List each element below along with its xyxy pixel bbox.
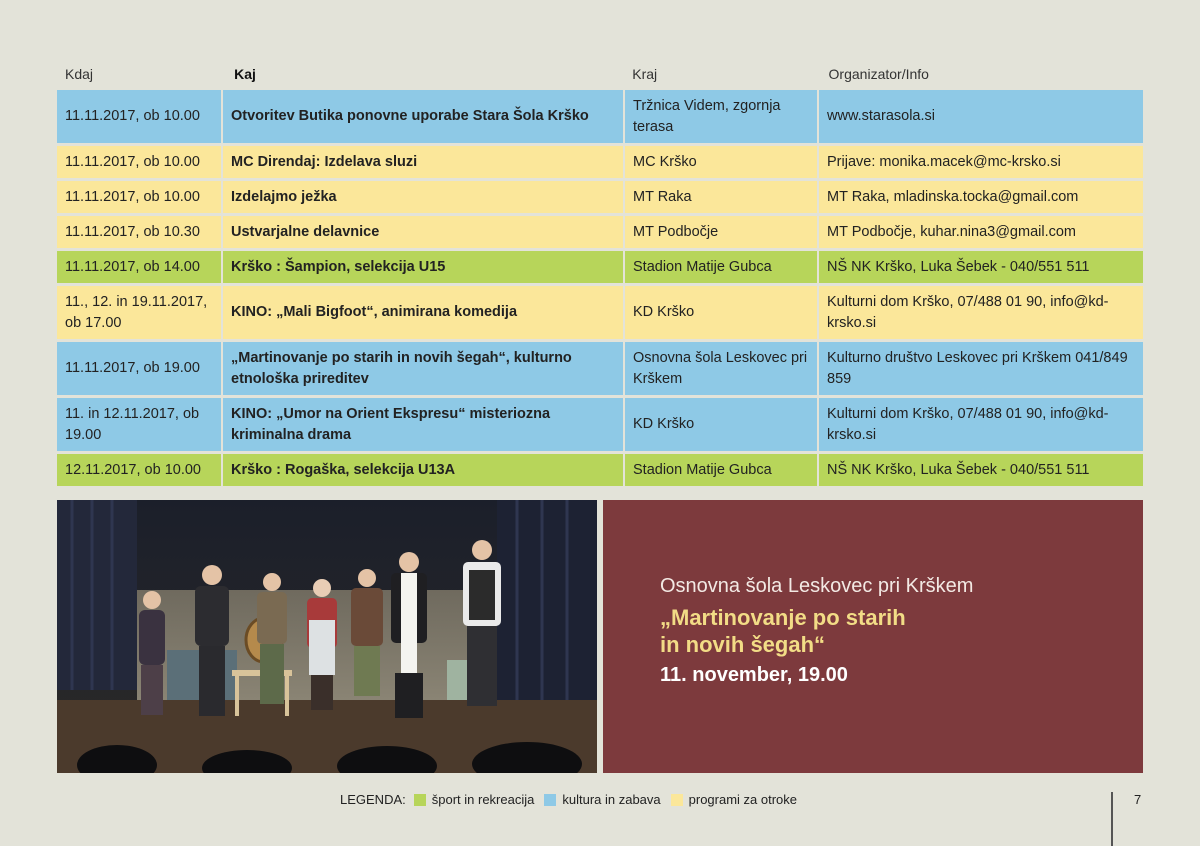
cell-when: 11.11.2017, ob 14.00 xyxy=(57,251,221,283)
header-when: Kdaj xyxy=(65,65,94,82)
cell-when: 11., 12. in 19.11.2017, ob 17.00 xyxy=(57,286,221,339)
cell-when: 11.11.2017, ob 10.00 xyxy=(57,90,221,143)
cell-info: MT Raka, mladinska.tocka@gmail.com xyxy=(819,181,1143,213)
promo-title-line2: in novih šegah“ xyxy=(660,632,826,657)
cell-where: Stadion Matije Gubca xyxy=(625,454,817,486)
legend-item-culture xyxy=(544,792,660,807)
table-row xyxy=(57,342,1143,395)
cell-info: Kulturno društvo Leskovec pri Krškem 041/849 859 xyxy=(819,342,1143,395)
table-row xyxy=(57,286,1143,339)
legend xyxy=(340,792,797,807)
cell-what: MC Direndaj: Izdelava sluzi xyxy=(223,146,623,178)
left-curtain xyxy=(57,500,137,690)
cell-what: Otvoritev Butika ponovne uporabe Stara Šola Krško xyxy=(223,90,623,143)
legend-swatch-kids xyxy=(671,794,683,806)
cell-info: www.starasola.si xyxy=(819,90,1143,143)
header-what: Kaj xyxy=(234,65,256,82)
events-table xyxy=(57,60,1143,486)
table-row xyxy=(57,90,1143,143)
table-row xyxy=(57,251,1143,283)
stage-illustration xyxy=(57,500,597,773)
legend-text: programi za otroke xyxy=(688,792,798,807)
cell-info: Kulturni dom Krško, 07/488 01 90, info@kd-krsko.si xyxy=(819,398,1143,451)
promo-box xyxy=(603,500,1143,773)
cell-what: KINO: „Mali Bigfoot“, animirana komedija xyxy=(223,286,623,339)
legend-item-sport xyxy=(414,792,535,807)
page-divider xyxy=(1111,792,1113,846)
cell-info: MT Podbočje, kuhar.nina3@gmail.com xyxy=(819,216,1143,248)
cell-where: MT Podbočje xyxy=(625,216,817,248)
cell-where: KD Krško xyxy=(625,286,817,339)
table-row xyxy=(57,181,1143,213)
legend-text: šport in rekreacija xyxy=(431,792,535,807)
cell-what: Krško : Šampion, selekcija U15 xyxy=(223,251,623,283)
cell-when: 11. in 12.11.2017, ob 19.00 xyxy=(57,398,221,451)
cell-info: NŠ NK Krško, Luka Šebek - 040/551 511 xyxy=(819,454,1143,486)
cell-where: Stadion Matije Gubca xyxy=(625,251,817,283)
legend-text: kultura in zabava xyxy=(562,792,661,807)
table-header xyxy=(57,60,1143,87)
legend-swatch-sport xyxy=(414,794,426,806)
promo-date: 11. november, 19.00 xyxy=(660,664,848,686)
page-number: 7 xyxy=(1134,792,1142,807)
cell-info: Prijave: monika.macek@mc-krsko.si xyxy=(819,146,1143,178)
header-where: Kraj xyxy=(632,65,658,82)
table-row xyxy=(57,216,1143,248)
cell-when: 11.11.2017, ob 10.00 xyxy=(57,146,221,178)
cell-where: MC Krško xyxy=(625,146,817,178)
legend-label: LEGENDA: xyxy=(340,792,406,807)
cell-when: 12.11.2017, ob 10.00 xyxy=(57,454,221,486)
cell-when: 11.11.2017, ob 10.30 xyxy=(57,216,221,248)
event-photo xyxy=(57,500,597,773)
cell-where: Tržnica Videm, zgornja terasa xyxy=(625,90,817,143)
legend-item-kids xyxy=(671,792,797,807)
table-row xyxy=(57,398,1143,451)
legend-swatch-culture xyxy=(544,794,556,806)
cell-when: 11.11.2017, ob 19.00 xyxy=(57,342,221,395)
cell-what: „Martinovanje po starih in novih šegah“, kulturno etnološka prireditev xyxy=(223,342,623,395)
promo-title-line1: „Martinovanje po starih xyxy=(660,605,906,630)
table-row xyxy=(57,146,1143,178)
right-curtain xyxy=(497,500,597,700)
table-row xyxy=(57,454,1143,486)
cell-where: MT Raka xyxy=(625,181,817,213)
cell-info: NŠ NK Krško, Luka Šebek - 040/551 511 xyxy=(819,251,1143,283)
cell-where: KD Krško xyxy=(625,398,817,451)
cell-where: Osnovna šola Leskovec pri Krškem xyxy=(625,342,817,395)
cell-what: Izdelajmo ježka xyxy=(223,181,623,213)
cell-what: Ustvarjalne delavnice xyxy=(223,216,623,248)
cell-when: 11.11.2017, ob 10.00 xyxy=(57,181,221,213)
cell-what: KINO: „Umor na Orient Ekspresu“ misteriozna kriminalna drama xyxy=(223,398,623,451)
cell-what: Krško : Rogaška, selekcija U13A xyxy=(223,454,623,486)
promo-organizer: Osnovna šola Leskovec pri Krškem xyxy=(660,575,974,597)
header-info: Organizator/Info xyxy=(828,65,929,82)
cell-info: Kulturni dom Krško, 07/488 01 90, info@kd-krsko.si xyxy=(819,286,1143,339)
